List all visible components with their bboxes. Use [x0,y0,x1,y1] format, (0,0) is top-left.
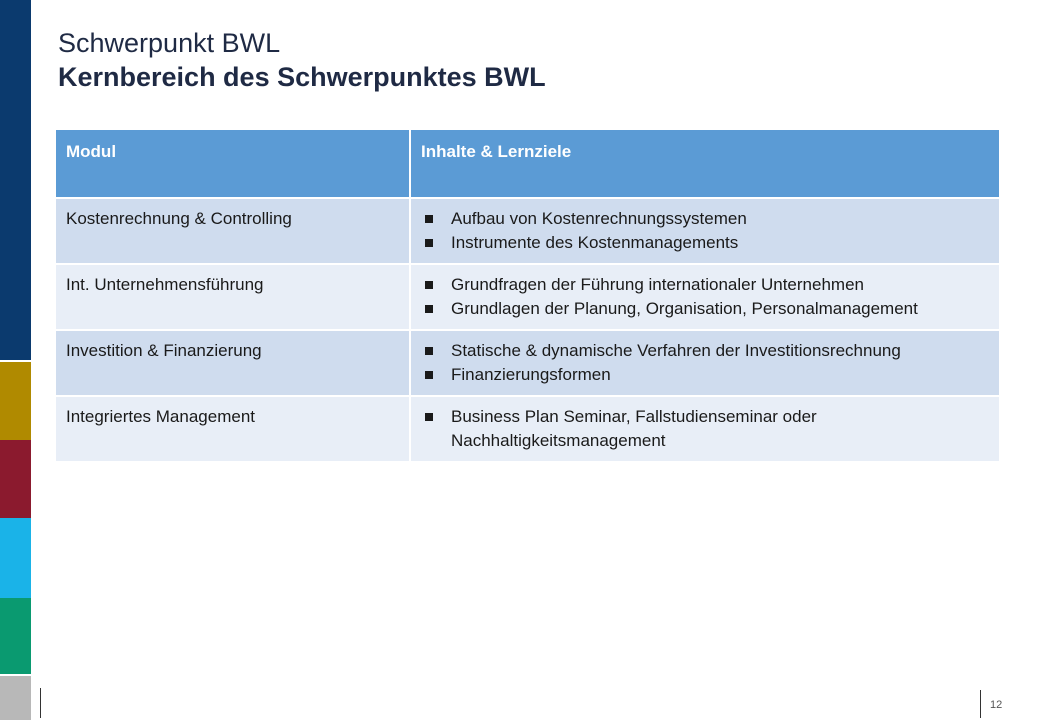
content-list [421,207,989,255]
header-inhalte: Inhalte & Lernziele [410,130,1000,198]
list-item [421,363,989,387]
list-item [421,273,989,297]
list-item [421,297,989,321]
list-item-text: Finanzierungsformen [451,365,611,384]
square-bullet-icon [425,413,433,421]
square-bullet-icon [425,347,433,355]
table-row [56,396,1000,461]
list-item [421,231,989,255]
slide-subtitle: Kernbereich des Schwerpunktes BWL [58,62,546,92]
side-bar-red [0,440,31,518]
side-bar-grey [0,676,31,720]
page-number: 12 [990,699,1003,711]
square-bullet-icon [425,371,433,379]
table-row [56,198,1000,264]
module-name: Integriertes Management [56,396,410,461]
list-item [421,207,989,231]
module-name: Investition & Finanzierung [56,330,410,396]
list-item [421,405,989,453]
square-bullet-icon [425,215,433,223]
side-color-bar [0,0,31,720]
table-header-row [56,130,1000,198]
list-item-text: Grundlagen der Planung, Organisation, Personalmanagement [451,299,918,318]
side-bar-green [0,598,31,674]
footer-divider-right [980,690,981,718]
module-name: Kostenrechnung & Controlling [56,198,410,264]
side-bar-sky [0,518,31,598]
module-content [410,198,1000,264]
content-list [421,339,989,387]
footer-divider-left [40,688,41,718]
list-item-text: Aufbau von Kostenrechnungssystemen [451,209,747,228]
side-bar-gold [0,362,31,440]
slide-title: Schwerpunkt BWL [58,28,281,58]
module-content [410,396,1000,461]
header-modul: Modul [56,130,410,198]
square-bullet-icon [425,281,433,289]
list-item [421,339,989,363]
list-item-text: Statische & dynamische Verfahren der Investitionsrechnung [451,341,901,360]
square-bullet-icon [425,239,433,247]
table-row [56,330,1000,396]
list-item-text: Instrumente des Kostenmanagements [451,233,739,252]
module-content [410,264,1000,330]
module-content [410,330,1000,396]
table-row [56,264,1000,330]
content-list [421,273,989,321]
list-item-text: Business Plan Seminar, Fallstudienseminar oder Nachhaltigkeitsmanagement [451,407,817,450]
module-table [56,130,1001,461]
side-bar-navy [0,0,31,360]
module-name: Int. Unternehmensführung [56,264,410,330]
content-list [421,405,989,453]
list-item-text: Grundfragen der Führung internationaler Unternehmen [451,275,864,294]
square-bullet-icon [425,305,433,313]
